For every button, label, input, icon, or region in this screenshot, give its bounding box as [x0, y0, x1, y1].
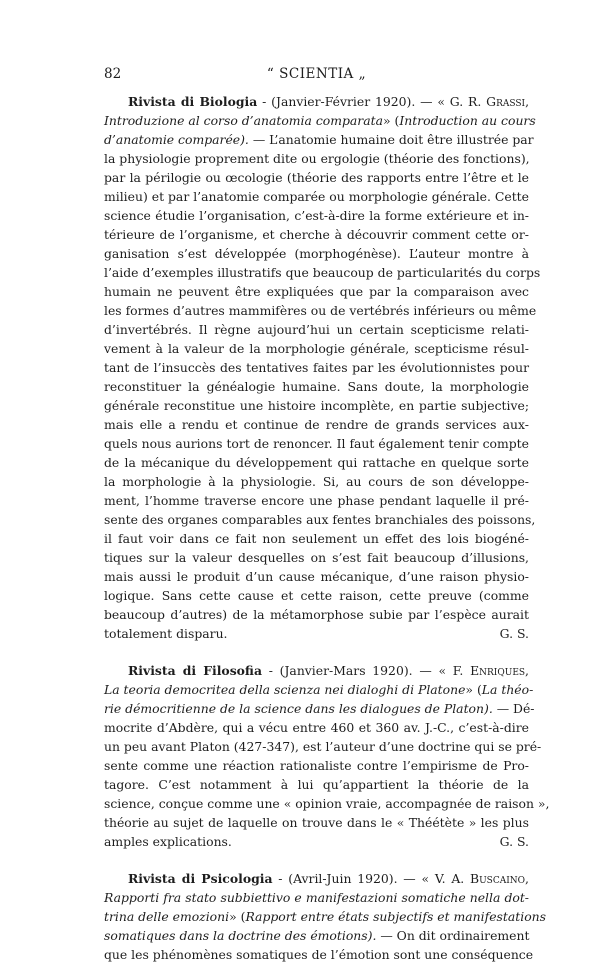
text-line: d’anatomie comparée). — L’anatomie humaine doit être illustrée par	[104, 132, 534, 147]
running-title: “ SCIENTIA „	[266, 66, 367, 82]
text-line: tiques sur la valeur desquelles on s’est fait beaucoup d’illusions,	[104, 550, 529, 565]
text-line: la morphologie à la physiologie. Si, au cours de son développe-	[104, 474, 529, 489]
text-line: Rivista di Psicologia - (Avril-Juin 1920). — « V. A. Buscaino,	[128, 871, 529, 886]
text-line: sente des organes comparables aux fentes branchiales des poissons,	[104, 512, 536, 527]
text-line: il faut voir dans ce fait non seulement un effet des lois biogéné-	[104, 531, 529, 546]
text-line: ganisation s’est développée (morphogénèse). L’auteur montre à	[104, 246, 529, 261]
text-line: rie démocritienne de la science dans les dialogues de Platon). — Dé-	[104, 701, 535, 716]
text-line: somatiques dans la doctrine des émotions). — On dit ordinairement	[104, 928, 530, 943]
page-number: 82	[104, 66, 122, 82]
text-line: reconstituer la généalogie humaine. Sans doute, la morphologie	[104, 379, 529, 394]
text-line: Rapporti fra stato subbiettivo e manifestazioni somatiche nella dot-	[104, 890, 529, 905]
review-psicologia	[104, 869, 546, 964]
text-line: d’invertébrés. Il règne aujourd’hui un certain scepticisme relati-	[104, 322, 529, 337]
text-line: quels nous aurions tort de renoncer. Il faut également tenir compte	[104, 436, 529, 451]
text-line: vement à la valeur de la morphologie générale, scepticisme résul-	[104, 341, 529, 356]
text-line: milieu) et par l’anatomie comparée ou morphologie générale. Cette	[104, 189, 529, 204]
text-line: logique. Sans cette cause et cette raison, cette preuve (comme	[104, 588, 529, 603]
text-line: humain ne peuvent être expliquées que par la comparaison avec	[104, 284, 529, 299]
text-line: que les phénomènes somatiques de l’émotion sont une conséquence	[104, 947, 534, 962]
author-name: Grassi,	[486, 94, 530, 109]
text-line: sente comme une réaction rationaliste contre l’empirisme de Pro-	[104, 758, 529, 773]
review-biologia	[104, 92, 541, 643]
text-line: un peu avant Platon (427-347), est l’auteur d’une doctrine qui se pré-	[104, 739, 542, 754]
text-line: science étudie l’organisation, c’est-à-dire la forme extérieure et in-	[104, 208, 529, 223]
text-line: trina delle emozioni» (Rapport entre états subjectifs et manifestations	[104, 909, 546, 924]
text-line: générale reconstitue une histoire incomplète, en partie subjective;	[104, 398, 529, 413]
text-line: mocrite d’Abdère, qui a vécu entre 460 et 360 av. J.-C., c’est-à-dire	[104, 720, 529, 735]
review-title: Rivista di Filosofia	[128, 663, 262, 678]
text-line: ment, l’homme traverse encore une phase pendant laquelle il pré-	[104, 493, 529, 508]
text-line: théorie au sujet de laquelle on trouve dans le « Théétète » les plus	[104, 815, 529, 830]
text-line: mais elle a rendu et continue de rendre de grands services aux-	[104, 417, 529, 432]
review-text	[104, 92, 550, 964]
text-line: l’aide d’exemples illustratifs que beaucoup de particularités du corps	[104, 265, 541, 280]
text-line: par la périlogie ou œcologie (théorie des rapports entre l’être et le	[104, 170, 529, 185]
text-line: térieure de l’organisme, et cherche à découvrir comment cette or-	[104, 227, 529, 242]
text-line: totalement disparu. G. S.	[104, 626, 529, 641]
text-line: beaucoup d’autres) de la métamorphose subie par l’espèce aurait	[104, 607, 529, 622]
text-line: amples explications. G. S.	[104, 834, 529, 849]
review-title: Rivista di Psicologia	[128, 871, 273, 886]
text-line: la physiologie proprement dite ou ergologie (théorie des fonctions),	[104, 151, 530, 166]
review-filosofia	[104, 661, 550, 851]
text-line: mais aussi le produit d’un cause mécanique, d’une raison physio-	[104, 569, 529, 584]
signature: G. S.	[499, 626, 529, 641]
review-title: Rivista di Biologia	[128, 94, 258, 109]
text-line: tant de l’insuccès des tentatives faites par les évolutionnistes pour	[104, 360, 529, 375]
author-name: Enriques,	[470, 663, 529, 678]
page-header	[104, 60, 529, 84]
author-name: Buscaino,	[469, 871, 529, 886]
text-line: La teoria democritea della scienza nei dialoghi di Platone» (La théo-	[104, 682, 534, 697]
text-line: Rivista di Filosofia - (Janvier-Mars 1920). — « F. Enriques,	[128, 663, 529, 678]
text-line: science, conçue comme une « opinion vraie, accompagnée de raison »,	[104, 796, 550, 811]
text-line: Rivista di Biologia - (Janvier-Février 1920). — « G. R. Grassi,	[128, 94, 530, 109]
signature: G. S.	[499, 834, 529, 849]
text-line: de la mécanique du développement qui rattache en quelque sorte	[104, 455, 529, 470]
text-line: Introduzione al corso d’anatomia comparata» (Introduction au cours	[104, 113, 536, 128]
text-line: tagore. C’est notamment à lui qu’appartient la théorie de la	[104, 777, 529, 792]
text-line: les formes d’autres mammifères ou de vertébrés inférieurs ou même	[104, 303, 537, 318]
